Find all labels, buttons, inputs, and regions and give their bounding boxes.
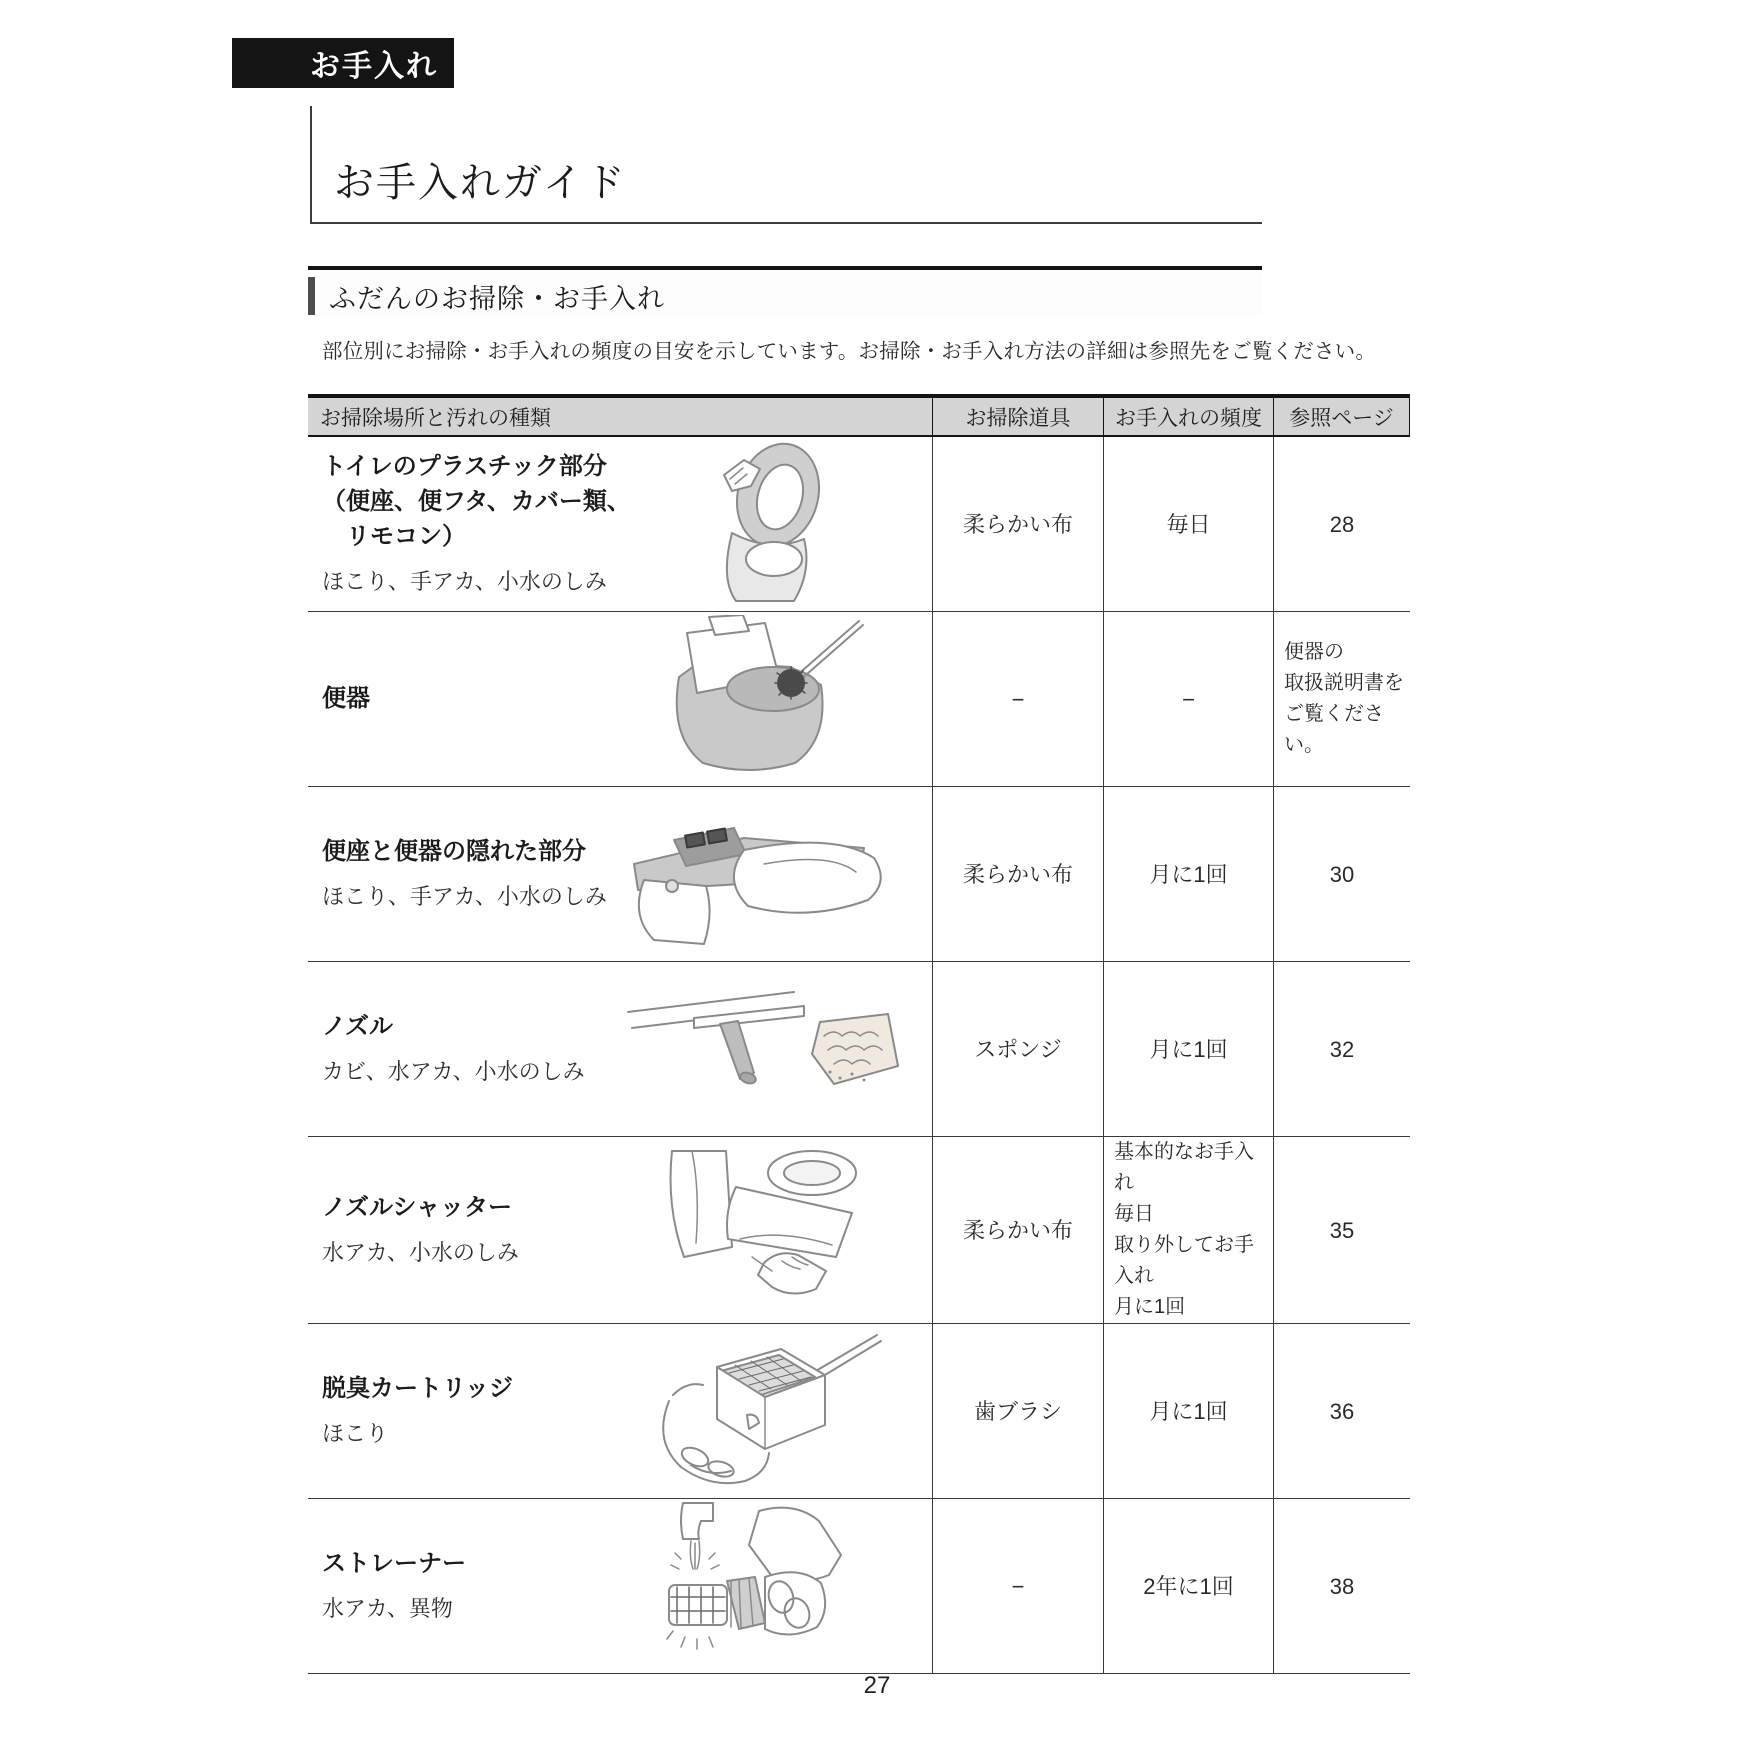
row-illustration [604,1137,924,1323]
row-refpage-cell: 36 [1273,1324,1410,1498]
row-place-cell [308,1499,932,1673]
row-dirt-types: ほこり [322,1420,389,1446]
table-header-row [308,394,1410,437]
row-dirt-types: ほこり、手アカ、小水のしみ [322,568,607,594]
row-place-cell [308,787,932,961]
row-dirt-types: ほこり、手アカ、小水のしみ [322,883,607,909]
row-refpage-cell: 38 [1273,1499,1410,1673]
table-header-tool: お掃除道具 [932,398,1103,435]
row-illustration [604,1324,924,1498]
section-header-inner [308,275,1262,317]
row-refpage-cell: 32 [1273,962,1410,1136]
section-title: ふだんのお掃除・お手入れ [329,283,665,314]
row-title: ノズルシャッター [322,1194,512,1222]
row-tool-cell: − [932,612,1103,786]
row-illustration [604,962,924,1136]
section-header [308,266,1262,317]
row-frequency-cell: 月に1回 [1103,962,1273,1136]
row-tool-cell: 柔らかい布 [932,437,1103,611]
row-illustration [604,1499,924,1673]
cleaning-table [308,394,1410,1674]
page-number: 27 [863,1672,891,1699]
row-title: 便器 [322,684,370,712]
table-row [308,1324,1410,1499]
table-header-refpage: 参照ページ [1273,398,1410,435]
row-tool-cell: 柔らかい布 [932,787,1103,961]
row-frequency-cell: 基本的なお手入れ 毎日 取り外してお手入れ 月に1回 [1103,1137,1273,1323]
title-block [310,106,1262,224]
table-row [308,1499,1410,1674]
row-tool-cell: スポンジ [932,962,1103,1136]
row-tool-cell: 歯ブラシ [932,1324,1103,1498]
row-title: 便座と便器の隠れた部分 [322,838,586,866]
row-frequency-cell: − [1103,612,1273,786]
page-title: お手入れガイド [334,161,627,205]
intro-text: 部位別にお掃除・お手入れの頻度の目安を示しています。お掃除・お手入れ方法の詳細は参照先をご覧ください。 [322,340,1377,363]
row-frequency-cell: 毎日 [1103,437,1273,611]
row-refpage-cell: 35 [1273,1137,1410,1323]
row-place-cell [308,1137,932,1323]
table-header-place: お掃除場所と汚れの種類 [320,406,551,430]
row-title: ストレーナー [322,1550,466,1578]
row-title: トイレのプラスチック部分 （便座、便フタ、カバー類、 リモコン） [322,453,631,550]
row-illustration [604,612,924,786]
row-illustration [604,437,924,611]
row-place-cell [308,1324,932,1498]
table-row [308,612,1410,787]
row-dirt-types: カビ、水アカ、小水のしみ [322,1058,585,1084]
section-accent-bar [308,277,315,315]
table-row [308,787,1410,962]
row-dirt-types: 水アカ、小水のしみ [322,1239,519,1265]
row-title: ノズル [322,1013,394,1041]
table-row [308,437,1410,612]
chapter-tag-label: お手入れ [310,50,438,83]
row-tool-cell: 柔らかい布 [932,1137,1103,1323]
row-frequency-cell: 月に1回 [1103,787,1273,961]
row-refpage-cell: 便器の 取扱説明書を ご覧ください。 [1273,612,1410,786]
row-tool-cell: − [932,1499,1103,1673]
table-header-frequency: お手入れの頻度 [1103,398,1273,435]
row-title: 脱臭カートリッジ [322,1375,514,1403]
row-refpage-cell: 30 [1273,787,1410,961]
row-refpage-cell: 28 [1273,437,1410,611]
chapter-tag [232,38,454,88]
row-frequency-cell: 2年に1回 [1103,1499,1273,1673]
table-row [308,962,1410,1137]
row-place-cell [308,612,932,786]
row-frequency-cell: 月に1回 [1103,1324,1273,1498]
table-row [308,1137,1410,1324]
row-illustration [604,787,924,961]
row-dirt-types: 水アカ、異物 [322,1595,453,1621]
row-place-cell [308,437,932,611]
row-place-cell [308,962,932,1136]
